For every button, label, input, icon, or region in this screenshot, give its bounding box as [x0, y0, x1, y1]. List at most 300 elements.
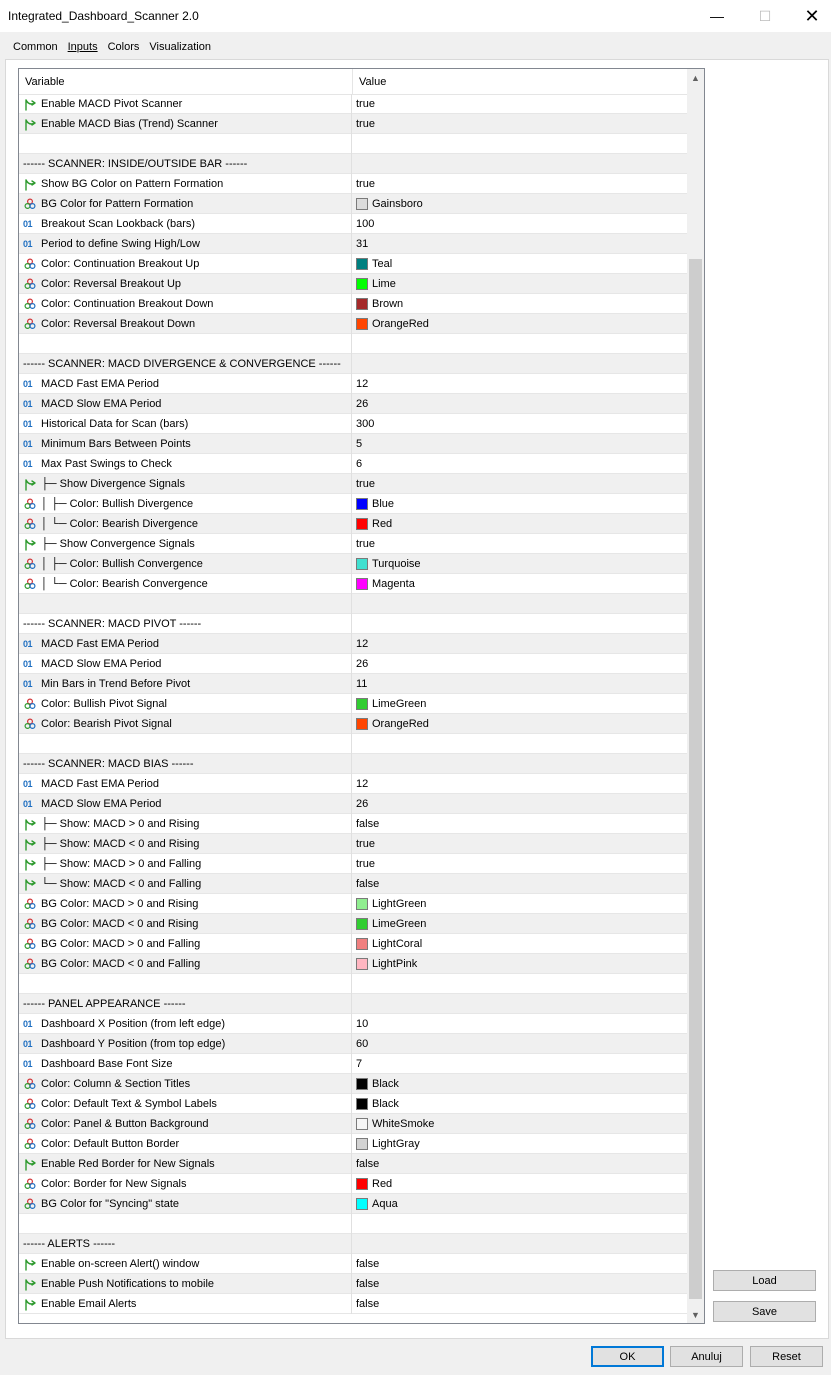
color-swatch: [356, 1098, 368, 1110]
value-text: 300: [356, 418, 375, 430]
value-cell[interactable]: [353, 234, 687, 254]
int-icon: 01: [23, 399, 33, 409]
table-row[interactable]: [19, 694, 687, 714]
load-button[interactable]: Load: [713, 1270, 816, 1291]
value-cell[interactable]: [353, 214, 687, 234]
table-row[interactable]: [19, 114, 687, 134]
table-row[interactable]: [19, 1094, 687, 1114]
value-text: LightPink: [372, 958, 418, 970]
table-row[interactable]: [19, 514, 687, 534]
value-cell[interactable]: [353, 254, 687, 274]
value-text: Black: [372, 1098, 399, 1110]
variable-cell[interactable]: [19, 1194, 352, 1214]
table-row[interactable]: [19, 714, 687, 734]
save-button[interactable]: Save: [713, 1301, 816, 1322]
variable-cell[interactable]: [19, 94, 352, 114]
variable-cell[interactable]: [19, 534, 352, 554]
value-text: 12: [356, 638, 369, 650]
variable-cell[interactable]: [19, 294, 352, 314]
value-cell[interactable]: [353, 614, 687, 634]
variable-cell[interactable]: [19, 1014, 352, 1034]
tab-common[interactable]: Common: [13, 41, 58, 53]
section-header-row[interactable]: [19, 1234, 687, 1254]
value-cell[interactable]: [353, 1174, 687, 1194]
value-cell[interactable]: [353, 1214, 687, 1234]
color-palette-icon: [23, 577, 37, 591]
variable-label: MACD Fast EMA Period: [41, 378, 159, 390]
table-row[interactable]: [19, 1194, 687, 1214]
value-cell[interactable]: [353, 674, 687, 694]
reset-button[interactable]: Reset: [750, 1346, 823, 1367]
table-row[interactable]: [19, 134, 687, 154]
ok-button[interactable]: OK: [591, 1346, 664, 1367]
variable-label: BG Color: MACD > 0 and Rising: [41, 898, 199, 910]
variable-cell[interactable]: [19, 1114, 352, 1134]
value-cell[interactable]: [353, 594, 687, 614]
variable-cell[interactable]: [19, 614, 352, 634]
variable-cell[interactable]: [19, 714, 352, 734]
value-text: 60: [356, 1038, 369, 1050]
value-cell[interactable]: [353, 574, 687, 594]
close-icon: ✕: [804, 5, 820, 26]
variable-cell[interactable]: [19, 1034, 352, 1054]
value-cell[interactable]: [353, 1134, 687, 1154]
color-palette-icon: [23, 697, 37, 711]
bool-arrow-icon: [23, 537, 37, 551]
value-cell[interactable]: [353, 974, 687, 994]
table-row[interactable]: [19, 774, 687, 794]
variable-label: Enable MACD Pivot Scanner: [41, 98, 183, 110]
variable-label: BG Color for "Syncing" state: [41, 1198, 180, 1210]
value-cell[interactable]: [353, 1294, 687, 1314]
value-cell[interactable]: [353, 754, 687, 774]
table-row[interactable]: [19, 1134, 687, 1154]
color-swatch: [356, 918, 368, 930]
value-cell[interactable]: [353, 114, 687, 134]
close-button[interactable]: [789, 0, 831, 32]
tab-inputs[interactable]: Inputs: [67, 41, 98, 53]
value-cell[interactable]: [353, 874, 687, 894]
table-row[interactable]: [19, 414, 687, 434]
table-row[interactable]: [19, 1274, 687, 1294]
value-cell[interactable]: [353, 1034, 687, 1054]
table-row[interactable]: [19, 734, 687, 754]
variable-label: ------ SCANNER: MACD BIAS ------: [23, 758, 194, 770]
table-row[interactable]: [19, 954, 687, 974]
variable-cell[interactable]: [19, 474, 352, 494]
color-swatch: [356, 938, 368, 950]
tab-visualization[interactable]: Visualization: [149, 41, 211, 53]
int-icon: 01: [23, 219, 33, 229]
table-row[interactable]: [19, 94, 687, 114]
column-header-variable[interactable]: Variable: [25, 76, 65, 88]
color-swatch: [356, 278, 368, 290]
value-text: OrangeRed: [372, 718, 429, 730]
variable-cell[interactable]: [19, 134, 352, 154]
value-cell[interactable]: [353, 1114, 687, 1134]
table-row[interactable]: [19, 214, 687, 234]
value-cell[interactable]: [353, 714, 687, 734]
variable-cell[interactable]: [19, 254, 352, 274]
table-row[interactable]: [19, 1114, 687, 1134]
table-row[interactable]: [19, 1054, 687, 1074]
value-cell[interactable]: [353, 814, 687, 834]
table-row[interactable]: [19, 254, 687, 274]
table-row[interactable]: [19, 594, 687, 614]
color-swatch: [356, 578, 368, 590]
table-row[interactable]: [19, 854, 687, 874]
table-row[interactable]: [19, 194, 687, 214]
value-cell[interactable]: [353, 1094, 687, 1114]
value-cell[interactable]: [353, 934, 687, 954]
value-cell[interactable]: [353, 1234, 687, 1254]
variable-label: Enable on-screen Alert() window: [41, 1258, 200, 1270]
value-text: LightCoral: [372, 938, 423, 950]
section-header-row[interactable]: [19, 754, 687, 774]
table-row[interactable]: [19, 1074, 687, 1094]
variable-cell[interactable]: [19, 874, 352, 894]
variable-label: Max Past Swings to Check: [41, 458, 172, 470]
value-text: Blue: [372, 498, 395, 510]
variable-cell[interactable]: [19, 374, 352, 394]
variable-cell[interactable]: [19, 674, 352, 694]
value-cell[interactable]: [353, 174, 687, 194]
variable-cell[interactable]: [19, 1154, 352, 1174]
value-cell[interactable]: [353, 474, 687, 494]
table-row[interactable]: [19, 634, 687, 654]
table-row[interactable]: [19, 794, 687, 814]
table-row[interactable]: [19, 294, 687, 314]
section-header-row[interactable]: [19, 154, 687, 174]
value-cell[interactable]: [353, 694, 687, 714]
variable-cell[interactable]: [19, 314, 352, 334]
int-icon: 01: [23, 679, 33, 689]
value-cell[interactable]: [353, 854, 687, 874]
value-cell[interactable]: [353, 1074, 687, 1094]
bool-arrow-icon: [23, 1257, 37, 1271]
column-divider[interactable]: [352, 69, 353, 95]
variable-cell[interactable]: [19, 1094, 352, 1114]
table-row[interactable]: [19, 494, 687, 514]
variable-label: MACD Fast EMA Period: [41, 638, 159, 650]
table-row[interactable]: [19, 1154, 687, 1174]
value-text: true: [356, 118, 375, 130]
variable-label: ├─ Show: MACD > 0 and Rising: [41, 818, 200, 830]
color-swatch: [356, 1198, 368, 1210]
variable-cell[interactable]: [19, 234, 352, 254]
value-text: 100: [356, 218, 375, 230]
table-row[interactable]: [19, 1214, 687, 1234]
table-row[interactable]: [19, 1014, 687, 1034]
color-swatch: [356, 898, 368, 910]
variable-cell[interactable]: [19, 754, 352, 774]
section-header-row[interactable]: [19, 614, 687, 634]
value-cell[interactable]: [353, 894, 687, 914]
table-row[interactable]: [19, 394, 687, 414]
bool-arrow-icon: [23, 837, 37, 851]
variable-label: Color: Default Text & Symbol Labels: [41, 1098, 217, 1110]
value-cell[interactable]: [353, 394, 687, 414]
value-cell[interactable]: [353, 194, 687, 214]
value-cell[interactable]: [353, 794, 687, 814]
value-text: 5: [356, 438, 363, 450]
variable-label: Color: Bullish Pivot Signal: [41, 698, 167, 710]
variable-cell[interactable]: [19, 174, 352, 194]
variable-cell[interactable]: [19, 954, 352, 974]
variable-cell[interactable]: [19, 554, 352, 574]
color-palette-icon: [23, 1177, 37, 1191]
variable-cell[interactable]: [19, 1174, 352, 1194]
variable-cell[interactable]: [19, 1274, 352, 1294]
color-palette-icon: [23, 717, 37, 731]
variable-cell[interactable]: [19, 334, 352, 354]
table-row[interactable]: [19, 874, 687, 894]
vertical-scrollbar[interactable]: [687, 69, 704, 1323]
table-row[interactable]: [19, 1254, 687, 1274]
table-row[interactable]: [19, 474, 687, 494]
variable-cell[interactable]: [19, 654, 352, 674]
table-row[interactable]: [19, 334, 687, 354]
variable-cell[interactable]: [19, 594, 352, 614]
variable-cell[interactable]: [19, 434, 352, 454]
value-text: Red: [372, 1178, 393, 1190]
value-cell[interactable]: [353, 634, 687, 654]
color-palette-icon: [23, 917, 37, 931]
variable-cell[interactable]: [19, 794, 352, 814]
variable-label: Period to define Swing High/Low: [41, 238, 200, 250]
value-text: WhiteSmoke: [372, 1118, 435, 1130]
table-row[interactable]: [19, 834, 687, 854]
value-cell[interactable]: [353, 354, 687, 374]
value-cell[interactable]: [353, 1054, 687, 1074]
color-palette-icon: [23, 257, 37, 271]
variable-label: Color: Panel & Button Background: [41, 1118, 209, 1130]
value-text: false: [356, 1298, 380, 1310]
variable-cell[interactable]: [19, 274, 352, 294]
variable-cell[interactable]: [19, 734, 352, 754]
variable-cell[interactable]: [19, 1074, 352, 1094]
variable-cell[interactable]: [19, 1134, 352, 1154]
table-row[interactable]: [19, 234, 687, 254]
value-text: 26: [356, 798, 369, 810]
table-row[interactable]: [19, 1034, 687, 1054]
color-swatch: [356, 1178, 368, 1190]
table-row[interactable]: [19, 1174, 687, 1194]
column-header-value[interactable]: Value: [359, 76, 387, 88]
value-cell[interactable]: [353, 134, 687, 154]
variable-cell[interactable]: [19, 1254, 352, 1274]
grid-rows: [19, 94, 687, 1314]
variable-cell[interactable]: [19, 774, 352, 794]
table-row[interactable]: [19, 894, 687, 914]
table-row[interactable]: [19, 974, 687, 994]
value-text: Brown: [372, 298, 404, 310]
value-text: false: [356, 1258, 380, 1270]
variable-label: MACD Slow EMA Period: [41, 798, 162, 810]
table-row[interactable]: [19, 434, 687, 454]
value-text: false: [356, 1158, 380, 1170]
variable-label: BG Color: MACD < 0 and Falling: [41, 958, 201, 970]
variable-cell[interactable]: [19, 694, 352, 714]
value-cell[interactable]: [353, 834, 687, 854]
variable-cell[interactable]: [19, 894, 352, 914]
variable-label: Color: Reversal Breakout Down: [41, 318, 196, 330]
variable-label: │ ├─ Color: Bullish Divergence: [41, 498, 194, 510]
color-swatch: [356, 198, 368, 210]
variable-label: │ └─ Color: Bearish Divergence: [41, 518, 198, 530]
table-row[interactable]: [19, 934, 687, 954]
value-text: true: [356, 478, 375, 490]
window-title: Integrated_Dashboard_Scanner 2.0: [8, 9, 199, 23]
variable-cell[interactable]: [19, 114, 352, 134]
color-palette-icon: [23, 317, 37, 331]
table-row[interactable]: [19, 534, 687, 554]
value-text: Magenta: [372, 578, 415, 590]
section-header-row[interactable]: [19, 994, 687, 1014]
int-icon: 01: [23, 639, 33, 649]
table-row[interactable]: [19, 174, 687, 194]
value-text: 12: [356, 378, 369, 390]
variable-cell[interactable]: [19, 994, 352, 1014]
bool-arrow-icon: [23, 1297, 37, 1311]
value-cell[interactable]: [353, 1194, 687, 1214]
color-swatch: [356, 558, 368, 570]
table-row[interactable]: [19, 654, 687, 674]
variable-cell[interactable]: [19, 1214, 352, 1234]
value-cell[interactable]: [353, 94, 687, 114]
tab-colors[interactable]: Colors: [107, 41, 140, 53]
int-icon: 01: [23, 419, 33, 429]
variable-cell[interactable]: [19, 1234, 352, 1254]
value-text: true: [356, 858, 375, 870]
cancel-button[interactable]: Anuluj: [670, 1346, 743, 1367]
value-cell[interactable]: [353, 914, 687, 934]
variable-label: Breakout Scan Lookback (bars): [41, 218, 196, 230]
value-cell[interactable]: [353, 734, 687, 754]
table-row[interactable]: [19, 314, 687, 334]
variable-cell[interactable]: [19, 974, 352, 994]
table-row[interactable]: [19, 1294, 687, 1314]
value-text: true: [356, 178, 375, 190]
value-text: 12: [356, 778, 369, 790]
value-text: 7: [356, 1058, 363, 1070]
variable-cell[interactable]: [19, 154, 352, 174]
value-cell[interactable]: [353, 494, 687, 514]
value-text: LimeGreen: [372, 698, 427, 710]
color-palette-icon: [23, 517, 37, 531]
value-text: 31: [356, 238, 369, 250]
scroll-down-icon[interactable]: ▼: [691, 1309, 700, 1320]
variable-cell[interactable]: [19, 634, 352, 654]
value-cell[interactable]: [353, 1254, 687, 1274]
value-cell[interactable]: [353, 774, 687, 794]
variable-label: ------ SCANNER: INSIDE/OUTSIDE BAR ------: [23, 158, 248, 170]
table-row[interactable]: [19, 914, 687, 934]
variable-label: BG Color: MACD < 0 and Rising: [41, 918, 199, 930]
variable-cell[interactable]: [19, 934, 352, 954]
value-cell[interactable]: [353, 154, 687, 174]
variable-cell[interactable]: [19, 454, 352, 474]
variable-label: Color: Continuation Breakout Down: [41, 298, 214, 310]
value-cell[interactable]: [353, 954, 687, 974]
variable-cell[interactable]: [19, 814, 352, 834]
color-swatch: [356, 1118, 368, 1130]
variable-cell[interactable]: [19, 494, 352, 514]
variable-cell[interactable]: [19, 834, 352, 854]
variable-cell[interactable]: [19, 1054, 352, 1074]
value-cell[interactable]: [353, 334, 687, 354]
maximize-button[interactable]: [742, 0, 788, 32]
bool-arrow-icon: [23, 857, 37, 871]
variable-cell[interactable]: [19, 854, 352, 874]
value-cell[interactable]: [353, 1154, 687, 1174]
value-cell[interactable]: [353, 434, 687, 454]
variable-label: ------ PANEL APPEARANCE ------: [23, 998, 186, 1010]
variable-cell[interactable]: [19, 574, 352, 594]
variable-cell[interactable]: [19, 194, 352, 214]
bool-arrow-icon: [23, 877, 37, 891]
minimize-button[interactable]: [694, 0, 740, 32]
variable-cell[interactable]: [19, 914, 352, 934]
table-row[interactable]: [19, 274, 687, 294]
grid-header: [19, 69, 687, 95]
variable-cell[interactable]: [19, 394, 352, 414]
value-cell[interactable]: [353, 534, 687, 554]
variable-label: Dashboard Base Font Size: [41, 1058, 173, 1070]
variable-label: Historical Data for Scan (bars): [41, 418, 189, 430]
variable-label: Enable Red Border for New Signals: [41, 1158, 215, 1170]
value-cell[interactable]: [353, 274, 687, 294]
variable-label: │ └─ Color: Bearish Convergence: [41, 578, 208, 590]
variable-label: Dashboard X Position (from left edge): [41, 1018, 226, 1030]
table-row[interactable]: [19, 454, 687, 474]
value-cell[interactable]: [353, 514, 687, 534]
variable-cell[interactable]: [19, 214, 352, 234]
value-cell[interactable]: [353, 294, 687, 314]
color-swatch: [356, 1138, 368, 1150]
scroll-up-icon[interactable]: ▲: [691, 72, 700, 83]
table-row[interactable]: [19, 814, 687, 834]
value-text: Turquoise: [372, 558, 421, 570]
value-cell[interactable]: [353, 1014, 687, 1034]
section-header-row[interactable]: [19, 354, 687, 374]
variable-label: ------ SCANNER: MACD PIVOT ------: [23, 618, 202, 630]
table-row[interactable]: [19, 554, 687, 574]
value-text: true: [356, 538, 375, 550]
variable-cell[interactable]: [19, 414, 352, 434]
variable-cell[interactable]: [19, 514, 352, 534]
value-cell[interactable]: [353, 374, 687, 394]
table-row[interactable]: [19, 374, 687, 394]
value-cell[interactable]: [353, 654, 687, 674]
variable-cell[interactable]: [19, 1294, 352, 1314]
value-cell[interactable]: [353, 314, 687, 334]
bool-arrow-icon: [23, 817, 37, 831]
value-cell[interactable]: [353, 994, 687, 1014]
color-palette-icon: [23, 937, 37, 951]
variable-label: └─ Show: MACD < 0 and Falling: [41, 878, 202, 890]
variable-cell[interactable]: [19, 354, 352, 374]
value-cell[interactable]: [353, 554, 687, 574]
value-cell[interactable]: [353, 454, 687, 474]
scrollbar-thumb[interactable]: [689, 259, 702, 1299]
value-text: true: [356, 838, 375, 850]
table-row[interactable]: [19, 574, 687, 594]
value-cell[interactable]: [353, 414, 687, 434]
color-palette-icon: [23, 1117, 37, 1131]
value-cell[interactable]: [353, 1274, 687, 1294]
table-row[interactable]: [19, 674, 687, 694]
